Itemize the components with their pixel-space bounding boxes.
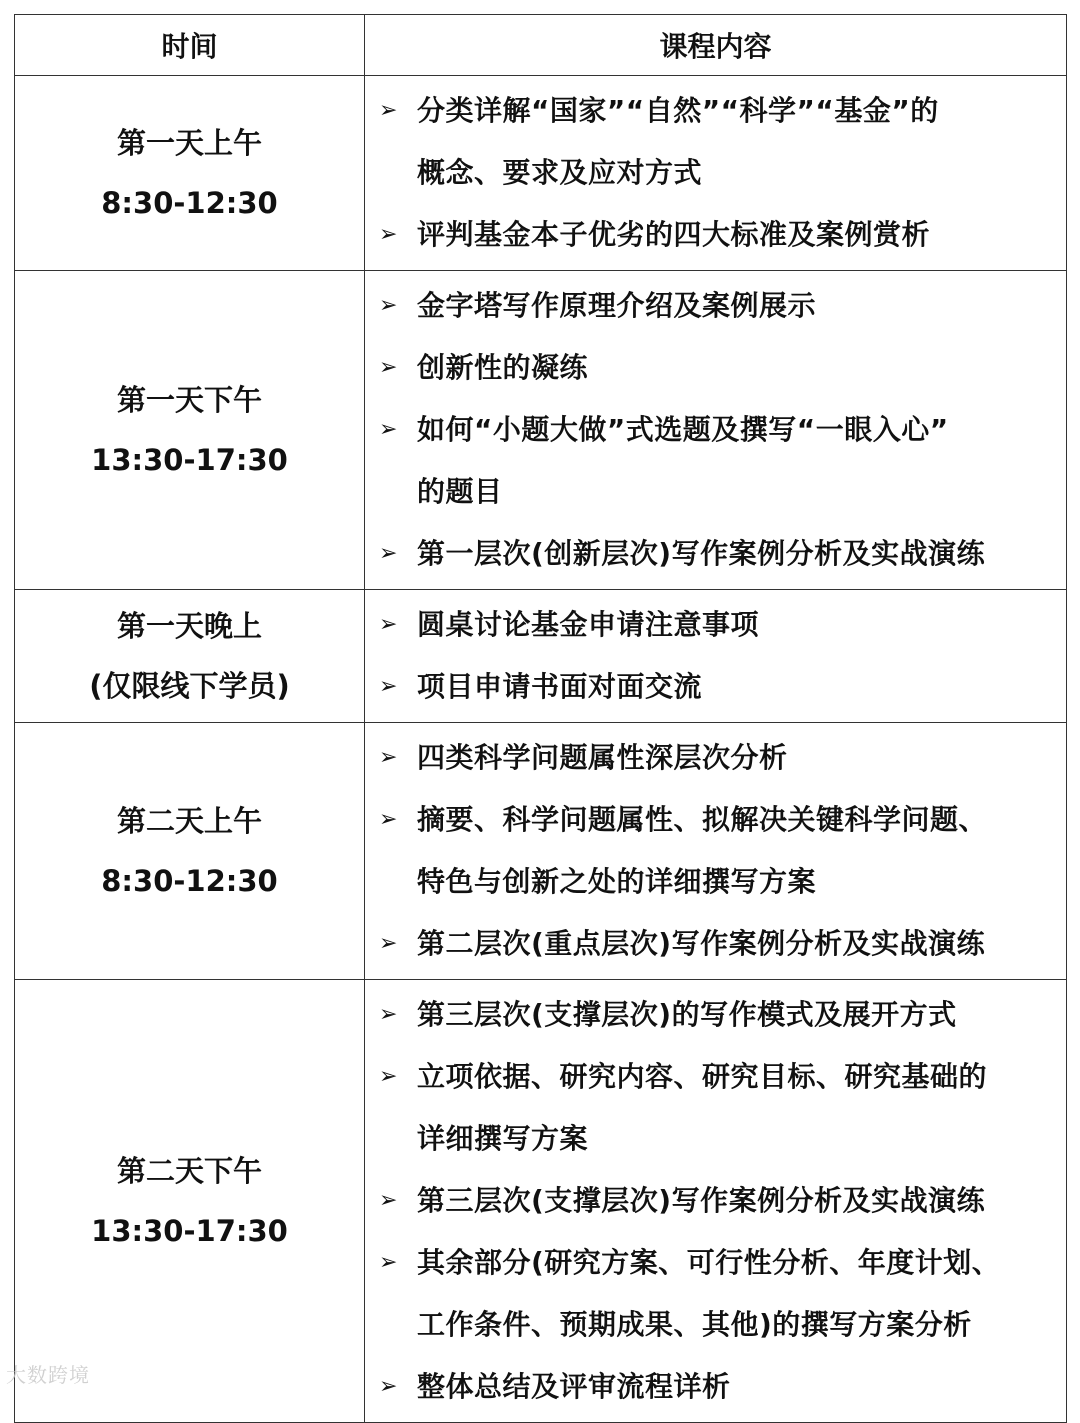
- content-cell: [365, 980, 1067, 1423]
- arrow-bullet-icon: ➢: [379, 293, 398, 318]
- arrow-bullet-icon: ➢: [379, 612, 398, 637]
- list-item: [365, 727, 1066, 789]
- arrow-bullet-icon: ➢: [379, 417, 398, 442]
- item-text: 的题目: [417, 475, 503, 508]
- time-cell: [15, 723, 365, 980]
- schedule-row: [15, 271, 1067, 590]
- session-label: 第二天下午: [116, 1154, 262, 1188]
- schedule-row: [15, 590, 1067, 723]
- list-item: [365, 1232, 1066, 1356]
- session-time: 13:30-17:30: [91, 1214, 288, 1248]
- content-cell: [365, 590, 1067, 723]
- arrow-bullet-icon: ➢: [379, 355, 398, 380]
- schedule-row: [15, 723, 1067, 980]
- arrow-bullet-icon: ➢: [379, 674, 398, 699]
- list-item: [365, 80, 1066, 204]
- list-item: [365, 913, 1066, 975]
- header-content: 课程内容: [365, 15, 1067, 76]
- item-text: 第一层次(创新层次)写作案例分析及实战演练: [417, 537, 986, 570]
- item-text: 特色与创新之处的详细撰写方案: [417, 865, 817, 898]
- content-list: [365, 984, 1066, 1418]
- session-label: 第一天上午: [116, 126, 262, 160]
- list-item: [365, 1046, 1066, 1170]
- item-text: 第三层次(支撑层次)的写作模式及展开方式: [417, 998, 957, 1031]
- content-cell: [365, 723, 1067, 980]
- item-text: 第三层次(支撑层次)写作案例分析及实战演练: [417, 1184, 986, 1217]
- list-item: [365, 337, 1066, 399]
- session-label: 第一天下午: [116, 383, 262, 417]
- item-text: 创新性的凝练: [417, 351, 589, 384]
- arrow-bullet-icon: ➢: [379, 541, 398, 566]
- arrow-bullet-icon: ➢: [379, 745, 398, 770]
- schedule-row: [15, 980, 1067, 1423]
- time-cell: [15, 590, 365, 723]
- list-item: [365, 1170, 1066, 1232]
- content-list: [365, 80, 1066, 266]
- arrow-bullet-icon: ➢: [379, 222, 398, 247]
- content-list: [365, 594, 1066, 718]
- list-item: [365, 204, 1066, 266]
- list-item: [365, 1356, 1066, 1418]
- session-time: 13:30-17:30: [91, 443, 288, 477]
- schedule-sheet: [14, 14, 1066, 1423]
- content-cell: [365, 271, 1067, 590]
- arrow-bullet-icon: ➢: [379, 1374, 398, 1399]
- header-row: [15, 15, 1067, 76]
- item-text: 分类详解“国家”“自然”“科学”“基金”的: [417, 94, 939, 127]
- session-time: 8:30-12:30: [101, 864, 278, 898]
- schedule-table: [14, 14, 1067, 1423]
- item-text: 整体总结及评审流程详析: [417, 1370, 731, 1403]
- list-item: [365, 523, 1066, 585]
- item-text: 概念、要求及应对方式: [417, 156, 703, 189]
- schedule-row: [15, 76, 1067, 271]
- arrow-bullet-icon: ➢: [379, 931, 398, 956]
- item-text: 详细撰写方案: [417, 1122, 589, 1155]
- list-item: [365, 594, 1066, 656]
- item-text: 金字塔写作原理介绍及案例展示: [417, 289, 817, 322]
- time-cell: [15, 980, 365, 1423]
- schedule-body: [15, 76, 1067, 1423]
- session-label: 第二天上午: [116, 804, 262, 838]
- watermark: 大数跨境: [6, 1363, 90, 1387]
- arrow-bullet-icon: ➢: [379, 98, 398, 123]
- item-text: 立项依据、研究内容、研究目标、研究基础的: [417, 1060, 988, 1093]
- item-text: 其余部分(研究方案、可行性分析、年度计划、: [417, 1246, 1001, 1279]
- list-item: [365, 399, 1066, 523]
- arrow-bullet-icon: ➢: [379, 807, 398, 832]
- item-text: 工作条件、预期成果、其他)的撰写方案分析: [417, 1308, 972, 1341]
- time-cell: [15, 76, 365, 271]
- content-cell: [365, 76, 1067, 271]
- session-time: 8:30-12:30: [101, 186, 278, 220]
- list-item: [365, 984, 1066, 1046]
- item-text: 项目申请书面对面交流: [417, 670, 703, 703]
- list-item: [365, 275, 1066, 337]
- session-label: 第一天晚上: [116, 609, 262, 643]
- arrow-bullet-icon: ➢: [379, 1002, 398, 1027]
- session-time: (仅限线下学员): [89, 669, 290, 703]
- time-cell: [15, 271, 365, 590]
- item-text: 如何“小题大做”式选题及撰写“一眼入心”: [417, 413, 949, 446]
- item-text: 圆桌讨论基金申请注意事项: [417, 608, 760, 641]
- item-text: 第二层次(重点层次)写作案例分析及实战演练: [417, 927, 986, 960]
- arrow-bullet-icon: ➢: [379, 1250, 398, 1275]
- item-text: 摘要、科学问题属性、拟解决关键科学问题、: [417, 803, 988, 836]
- item-text: 评判基金本子优劣的四大标准及案例赏析: [417, 218, 931, 251]
- list-item: [365, 789, 1066, 913]
- arrow-bullet-icon: ➢: [379, 1064, 398, 1089]
- content-list: [365, 275, 1066, 585]
- item-text: 四类科学问题属性深层次分析: [417, 741, 788, 774]
- content-list: [365, 727, 1066, 975]
- header-time: 时间: [15, 15, 365, 76]
- list-item: [365, 656, 1066, 718]
- arrow-bullet-icon: ➢: [379, 1188, 398, 1213]
